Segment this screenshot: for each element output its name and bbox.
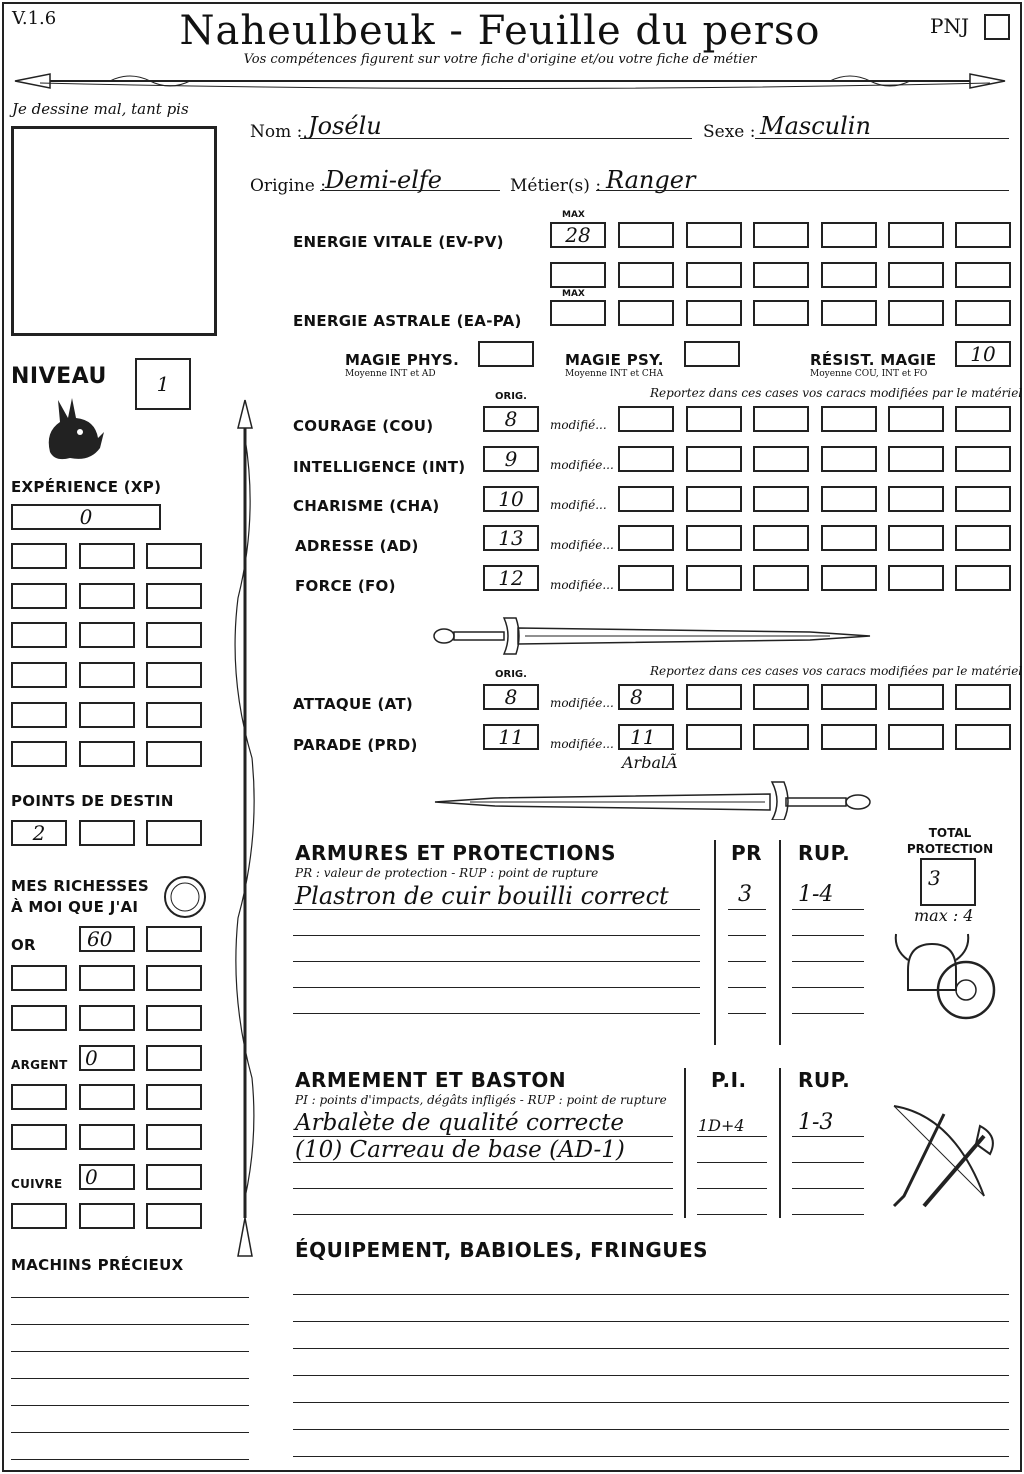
caracs-orig-label: ORIG. <box>495 391 527 402</box>
magie-psy-box[interactable] <box>684 341 740 367</box>
origine-line <box>320 190 500 191</box>
or-box[interactable] <box>79 1005 135 1031</box>
xp-box[interactable] <box>11 662 67 688</box>
xp-box[interactable] <box>146 741 202 767</box>
or-box[interactable] <box>11 965 67 991</box>
experience-box[interactable]: 0 <box>11 504 161 530</box>
carac-mod-box[interactable] <box>955 486 1011 512</box>
armures-rup-header: RUP. <box>798 841 851 865</box>
arme-line[interactable] <box>293 1162 673 1163</box>
arme-pi-line[interactable] <box>697 1162 767 1163</box>
xp-box[interactable] <box>79 662 135 688</box>
combat-mod-box[interactable] <box>686 684 742 710</box>
argent-box[interactable] <box>146 1124 202 1150</box>
combat-orig-label: ORIG. <box>495 669 527 680</box>
or-box[interactable]: 60 <box>79 926 135 952</box>
carac-orig-box[interactable]: 12 <box>483 565 539 591</box>
xp-box[interactable] <box>11 622 67 648</box>
machins-line[interactable] <box>11 1378 249 1379</box>
xp-box[interactable] <box>79 702 135 728</box>
sword-icon <box>430 614 875 656</box>
ev-box[interactable] <box>618 222 674 248</box>
ev-box[interactable] <box>686 262 742 288</box>
portrait-box[interactable] <box>11 126 217 336</box>
carac-mod-box[interactable] <box>686 406 742 432</box>
combat-report-note: Reportez dans ces cases vos caracs modifiées par le matériel <box>650 664 1023 678</box>
armure-line[interactable] <box>293 987 700 988</box>
machins-line[interactable] <box>11 1324 249 1325</box>
carac-mod-box[interactable] <box>821 406 877 432</box>
xp-box[interactable] <box>146 622 202 648</box>
ev-box[interactable] <box>686 222 742 248</box>
equipement-line[interactable] <box>293 1321 1009 1322</box>
armure-rup-line[interactable] <box>792 1013 864 1014</box>
armures-divider <box>779 840 781 1045</box>
arme-rup[interactable]: 1-3 <box>798 1110 834 1135</box>
max-protection-note: max : 4 <box>914 906 974 925</box>
sword-icon <box>430 780 875 820</box>
total-protection-box[interactable]: 3 <box>920 858 976 906</box>
niveau-box[interactable]: 1 <box>135 358 191 410</box>
combat-mod-box[interactable] <box>888 684 944 710</box>
cuivre-box[interactable]: 0 <box>79 1164 135 1190</box>
xp-box[interactable] <box>146 702 202 728</box>
xp-box[interactable] <box>79 622 135 648</box>
armement-pi-header: P.I. <box>711 1068 747 1092</box>
combat-note: ArbalÃ <box>622 753 678 772</box>
magie-phys-note: Moyenne INT et AD <box>345 369 436 379</box>
experience-label: EXPÉRIENCE (XP) <box>11 478 162 496</box>
carac-mod-label: modifié... <box>550 498 607 512</box>
combat-mod-box[interactable] <box>753 724 809 750</box>
destin-box[interactable] <box>79 820 135 846</box>
richesses-label: MES RICHESSES <box>11 877 150 895</box>
nom-line <box>300 138 692 139</box>
arme-rup-line[interactable] <box>792 1136 864 1137</box>
armure-pr[interactable]: 3 <box>738 882 752 907</box>
cuivre-box[interactable] <box>146 1164 202 1190</box>
carac-mod-box[interactable] <box>618 486 674 512</box>
magie-phys-label: MAGIE PHYS. <box>345 351 460 369</box>
arme-line[interactable] <box>293 1214 673 1215</box>
total-protection-label: TOTAL <box>928 826 972 840</box>
origine-label: Origine : <box>250 176 326 196</box>
equipement-line[interactable] <box>293 1294 1009 1295</box>
ea-box[interactable] <box>618 300 674 326</box>
ea-box[interactable] <box>888 300 944 326</box>
arme-name[interactable]: Arbalète de qualité correcte <box>295 1110 625 1136</box>
armement-divider <box>779 1068 781 1218</box>
carac-mod-box[interactable] <box>888 525 944 551</box>
argent-box[interactable] <box>79 1084 135 1110</box>
combat-mod-box[interactable] <box>888 724 944 750</box>
carac-mod-box[interactable] <box>753 525 809 551</box>
weapons-icon <box>884 1096 1009 1218</box>
carac-mod-box[interactable] <box>686 486 742 512</box>
armure-rup-line[interactable] <box>792 909 864 910</box>
carac-mod-box[interactable] <box>955 446 1011 472</box>
resist-magie-note: Moyenne COU, INT et FO <box>810 369 928 379</box>
dragon-icon <box>40 392 106 464</box>
machins-line[interactable] <box>11 1432 249 1433</box>
destin-label: POINTS DE DESTIN <box>11 792 174 810</box>
ev-max-label: MAX <box>562 210 585 220</box>
arme-line[interactable] <box>293 1188 673 1189</box>
equipement-line[interactable] <box>293 1456 1009 1457</box>
carac-orig-box[interactable]: 8 <box>483 406 539 432</box>
cuivre-box[interactable] <box>11 1203 67 1229</box>
armure-line[interactable] <box>293 909 700 910</box>
carac-mod-box[interactable] <box>753 565 809 591</box>
or-box[interactable] <box>11 1005 67 1031</box>
argent-label: ARGENT <box>11 1058 68 1072</box>
equipement-line[interactable] <box>293 1402 1009 1403</box>
spear-divider-icon <box>10 68 1010 94</box>
destin-box[interactable]: 2 <box>11 820 67 846</box>
carac-mod-box[interactable] <box>686 565 742 591</box>
cuivre-box[interactable] <box>146 1203 202 1229</box>
argent-box[interactable] <box>79 1124 135 1150</box>
caracs-report-note: Reportez dans ces cases vos caracs modifiées par le matériel <box>650 386 1023 400</box>
arme-rup-line[interactable] <box>792 1188 864 1189</box>
ev-max-box[interactable]: 28 <box>550 222 606 248</box>
armure-rup[interactable]: 1-4 <box>798 882 834 907</box>
armures-title: ARMURES ET PROTECTIONS <box>295 841 616 865</box>
carac-mod-label: modifiée... <box>550 458 614 472</box>
armure-line[interactable] <box>293 1013 700 1014</box>
sexe-value[interactable]: Masculin <box>760 112 871 140</box>
carac-mod-box[interactable] <box>888 565 944 591</box>
arme-rup-line[interactable] <box>792 1162 864 1163</box>
portrait-caption: Je dessine mal, tant pis <box>12 100 189 118</box>
carac-mod-box[interactable] <box>686 446 742 472</box>
cuivre-box[interactable] <box>79 1203 135 1229</box>
ev-label: ENERGIE VITALE (EV-PV) <box>293 233 504 251</box>
metier-value[interactable]: Ranger <box>606 166 696 194</box>
magie-phys-box[interactable] <box>478 341 534 367</box>
machins-line[interactable] <box>11 1405 249 1406</box>
machins-label: MACHINS PRÉCIEUX <box>11 1256 184 1274</box>
or-label: OR <box>11 936 36 954</box>
arme-pi-line[interactable] <box>697 1188 767 1189</box>
nom-value[interactable]: Josélu <box>308 112 382 140</box>
ev-box[interactable] <box>888 222 944 248</box>
carac-mod-label: modifiée... <box>550 578 614 592</box>
niveau-label: NIVEAU <box>11 364 107 389</box>
combat-orig-box[interactable]: 8 <box>483 684 539 710</box>
ev-box[interactable] <box>955 262 1011 288</box>
combat-label: PARADE (PRD) <box>293 736 418 754</box>
sexe-line <box>755 138 1009 139</box>
or-box[interactable] <box>79 965 135 991</box>
argent-box[interactable] <box>146 1084 202 1110</box>
arme-name[interactable]: (10) Carreau de base (AD-1) <box>295 1137 625 1163</box>
ev-box[interactable] <box>550 262 606 288</box>
or-box[interactable] <box>146 1005 202 1031</box>
sheet-title: Naheulbeuk - Feuille du perso <box>179 8 821 54</box>
machins-line[interactable] <box>11 1459 249 1460</box>
ea-max-label: MAX <box>562 289 585 299</box>
resist-magie-box[interactable]: 10 <box>955 341 1011 367</box>
armure-name[interactable]: Plastron de cuir bouilli correct <box>295 882 669 910</box>
ev-box[interactable] <box>618 262 674 288</box>
nom-label: Nom : <box>250 122 303 142</box>
carac-mod-box[interactable] <box>821 525 877 551</box>
carac-label: ADRESSE (AD) <box>295 537 419 555</box>
carac-mod-box[interactable] <box>821 486 877 512</box>
combat-mod-box[interactable] <box>753 684 809 710</box>
ev-box[interactable] <box>821 262 877 288</box>
xp-box[interactable] <box>146 662 202 688</box>
argent-box[interactable]: 0 <box>79 1045 135 1071</box>
version-label: V.1.6 <box>12 8 57 29</box>
carac-orig-box[interactable]: 13 <box>483 525 539 551</box>
armure-rup-line[interactable] <box>792 987 864 988</box>
armures-divider <box>714 840 716 1045</box>
ea-max-box[interactable] <box>550 300 606 326</box>
arme-pi-line[interactable] <box>697 1136 767 1137</box>
armure-pr-line[interactable] <box>728 909 766 910</box>
armement-divider <box>684 1068 686 1218</box>
combat-mod-box[interactable] <box>955 724 1011 750</box>
carac-mod-box[interactable] <box>618 525 674 551</box>
xp-box[interactable] <box>79 583 135 609</box>
carac-mod-box[interactable] <box>955 406 1011 432</box>
ea-box[interactable] <box>955 300 1011 326</box>
armure-pr-line[interactable] <box>728 1013 766 1014</box>
carac-orig-box[interactable]: 10 <box>483 486 539 512</box>
carac-mod-box[interactable] <box>821 446 877 472</box>
sexe-label: Sexe : <box>703 122 756 142</box>
combat-mod-box[interactable] <box>821 724 877 750</box>
combat-mod-box[interactable] <box>955 684 1011 710</box>
ea-box[interactable] <box>821 300 877 326</box>
metier-label: Métier(s) : <box>510 176 602 196</box>
ev-box[interactable] <box>821 222 877 248</box>
vertical-spear-icon <box>230 398 260 1258</box>
arme-pi-line[interactable] <box>697 1214 767 1215</box>
carac-orig-box[interactable]: 9 <box>483 446 539 472</box>
cuivre-label: CUIVRE <box>11 1177 63 1191</box>
armure-pr-line[interactable] <box>728 935 766 936</box>
ev-box[interactable] <box>753 262 809 288</box>
carac-mod-box[interactable] <box>888 406 944 432</box>
ev-box[interactable] <box>955 222 1011 248</box>
equipement-title: ÉQUIPEMENT, BABIOLES, FRINGUES <box>295 1238 709 1262</box>
arme-rup-line[interactable] <box>792 1214 864 1215</box>
machins-line[interactable] <box>11 1351 249 1352</box>
carac-mod-box[interactable] <box>686 525 742 551</box>
combat-mod-label: modifiée... <box>550 737 614 751</box>
armures-note: PR : valeur de protection - RUP : point de rupture <box>295 866 599 880</box>
ea-box[interactable] <box>753 300 809 326</box>
armure-line[interactable] <box>293 935 700 936</box>
argent-box[interactable] <box>146 1045 202 1071</box>
armure-line[interactable] <box>293 961 700 962</box>
carac-mod-box[interactable] <box>618 565 674 591</box>
equipement-line[interactable] <box>293 1348 1009 1349</box>
combat-orig-box[interactable]: 11 <box>483 724 539 750</box>
carac-mod-box[interactable] <box>955 525 1011 551</box>
resist-magie-label: RÉSIST. MAGIE <box>810 351 937 369</box>
carac-mod-label: modifiée... <box>550 538 614 552</box>
carac-label: INTELLIGENCE (INT) <box>293 458 466 476</box>
carac-mod-box[interactable] <box>955 565 1011 591</box>
xp-box[interactable] <box>11 543 67 569</box>
helmet-shield-icon <box>888 930 1000 1030</box>
armure-rup-line[interactable] <box>792 935 864 936</box>
ea-box[interactable] <box>686 300 742 326</box>
combat-mod-box[interactable] <box>686 724 742 750</box>
origine-value[interactable]: Demi-elfe <box>325 166 442 194</box>
or-box[interactable] <box>146 926 202 952</box>
carac-label: FORCE (FO) <box>295 577 396 595</box>
xp-box[interactable] <box>11 741 67 767</box>
ea-label: ENERGIE ASTRALE (EA-PA) <box>293 312 522 330</box>
xp-box[interactable] <box>11 583 67 609</box>
argent-box[interactable] <box>11 1124 67 1150</box>
armement-rup-header: RUP. <box>798 1068 851 1092</box>
pnj-label: PNJ <box>930 14 969 38</box>
carac-mod-box[interactable] <box>888 486 944 512</box>
carac-mod-box[interactable] <box>753 486 809 512</box>
machins-line[interactable] <box>11 1297 249 1298</box>
ev-box[interactable] <box>888 262 944 288</box>
sheet-subtitle: Vos compétences figurent sur votre fiche d'origine et/ou votre fiche de métier <box>243 52 757 67</box>
armure-pr-line[interactable] <box>728 987 766 988</box>
carac-mod-box[interactable] <box>821 565 877 591</box>
carac-mod-box[interactable] <box>618 406 674 432</box>
combat-mod-box[interactable]: 11 <box>618 724 674 750</box>
or-box[interactable] <box>146 965 202 991</box>
armement-title: ARMEMENT ET BASTON <box>295 1068 567 1092</box>
armure-pr-line[interactable] <box>728 961 766 962</box>
magie-psy-note: Moyenne INT et CHA <box>565 369 664 379</box>
equipement-line[interactable] <box>293 1429 1009 1430</box>
ev-box[interactable] <box>753 222 809 248</box>
magie-psy-label: MAGIE PSY. <box>565 351 664 369</box>
xp-box[interactable] <box>79 741 135 767</box>
xp-box[interactable] <box>11 702 67 728</box>
metier-line <box>596 190 1009 191</box>
arme-pi[interactable]: 1D+4 <box>698 1116 745 1135</box>
carac-mod-label: modifié... <box>550 418 607 432</box>
equipement-line[interactable] <box>293 1375 1009 1376</box>
carac-label: COURAGE (COU) <box>293 417 434 435</box>
carac-label: CHARISME (CHA) <box>293 497 440 515</box>
carac-mod-box[interactable] <box>618 446 674 472</box>
armures-pr-header: PR <box>731 841 763 865</box>
total-protection-label-2: PROTECTION <box>906 842 994 856</box>
xp-box[interactable] <box>146 583 202 609</box>
xp-box[interactable] <box>79 543 135 569</box>
coin-icon <box>162 874 208 920</box>
pnj-checkbox[interactable] <box>984 14 1010 40</box>
combat-mod-box[interactable] <box>821 684 877 710</box>
richesses-label-2: À MOI QUE J'AI <box>11 898 139 916</box>
combat-label: ATTAQUE (AT) <box>293 695 414 713</box>
argent-box[interactable] <box>11 1084 67 1110</box>
combat-mod-box[interactable]: 8 <box>618 684 674 710</box>
combat-mod-label: modifiée... <box>550 696 614 710</box>
xp-box[interactable] <box>146 543 202 569</box>
carac-mod-box[interactable] <box>753 406 809 432</box>
carac-mod-box[interactable] <box>888 446 944 472</box>
armement-note: PI : points d'impacts, dégâts infligés - RUP : point de rupture <box>295 1093 667 1107</box>
carac-mod-box[interactable] <box>753 446 809 472</box>
destin-box[interactable] <box>146 820 202 846</box>
armure-rup-line[interactable] <box>792 961 864 962</box>
